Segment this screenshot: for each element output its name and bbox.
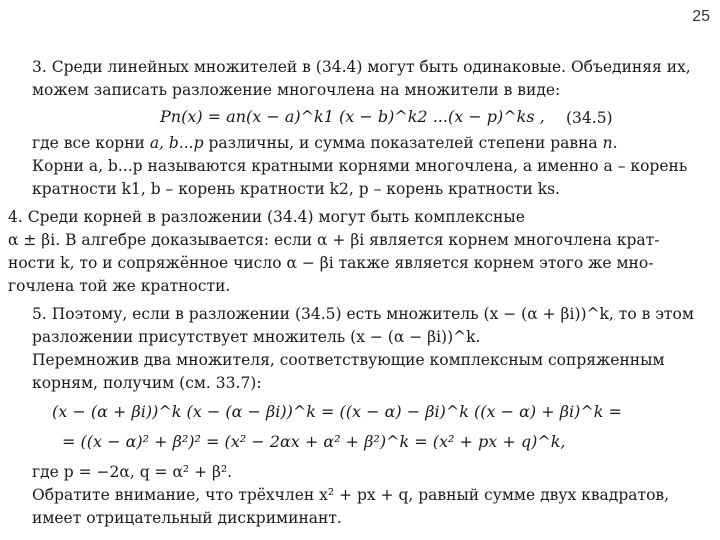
item5-line4: корням, получим (см. 33.7): [32, 374, 262, 392]
item5-line2: разложении присутствует множитель (x − (α − βi))^k. [32, 328, 481, 346]
page-number: 25 [692, 8, 710, 25]
equation-line2: = ((x − α)² + β²)² = (x² − 2αx + α² + β²)^k = (x² + px + q)^k, [62, 432, 566, 451]
item4-line3: ности k, то и сопряжённое число α − βi также является корнем этого же мно- [8, 254, 654, 272]
item5-line3: Перемножив два множителя, соответствующие комплексным сопряженным [32, 351, 665, 369]
formula-34-5: Pn(x) = an(x − a)^k1 (x − b)^k2 ...(x − p)^ks , [160, 107, 545, 126]
equation-line1: (x − (α + βi))^k (x − (α − βi))^k = ((x − α) − βi)^k ((x − α) + βi)^k = [52, 402, 622, 421]
item3-line3-a: где все корни [32, 134, 150, 152]
item5-line6: Обратите внимание, что трёхчлен x² + px + q, равный сумме двух квадратов, [32, 486, 670, 504]
item5-line7: имеет отрицательный дискриминант. [32, 509, 342, 527]
formula-number: (34.5) [566, 109, 613, 127]
item3-line3 [32, 133, 618, 153]
item3-line1: 3. Среди линейных множителей в (34.4) могут быть одинаковые. Объединяя их, [32, 58, 691, 76]
item3-line4: Корни a, b...p называются кратными корнями многочлена, а именно a – корень [32, 157, 688, 175]
item4-line4: гочлена той же кратности. [8, 277, 231, 295]
item5-line1: 5. Поэтому, если в разложении (34.5) есть множитель (x − (α + βi))^k, то в этом [32, 305, 694, 323]
item3-line3-n: n. [602, 134, 618, 152]
item3-line3-roots: a, b...p [149, 134, 204, 152]
item3-line3-b: различны, и сумма показателей степени равна [203, 134, 603, 152]
item5-line5: где p = −2α, q = α² + β². [32, 463, 233, 481]
item3-line2: можем записать разложение многочлена на множители в виде: [32, 81, 561, 99]
item4-line1: 4. Среди корней в разложении (34.4) могут быть комплексные [8, 208, 525, 226]
item3-line5: кратности k1, b – корень кратности k2, p – корень кратности ks. [32, 180, 560, 198]
item4-line2: α ± βi. В алгебре доказывается: если α + βi является корнем многочлена крат- [8, 231, 660, 249]
